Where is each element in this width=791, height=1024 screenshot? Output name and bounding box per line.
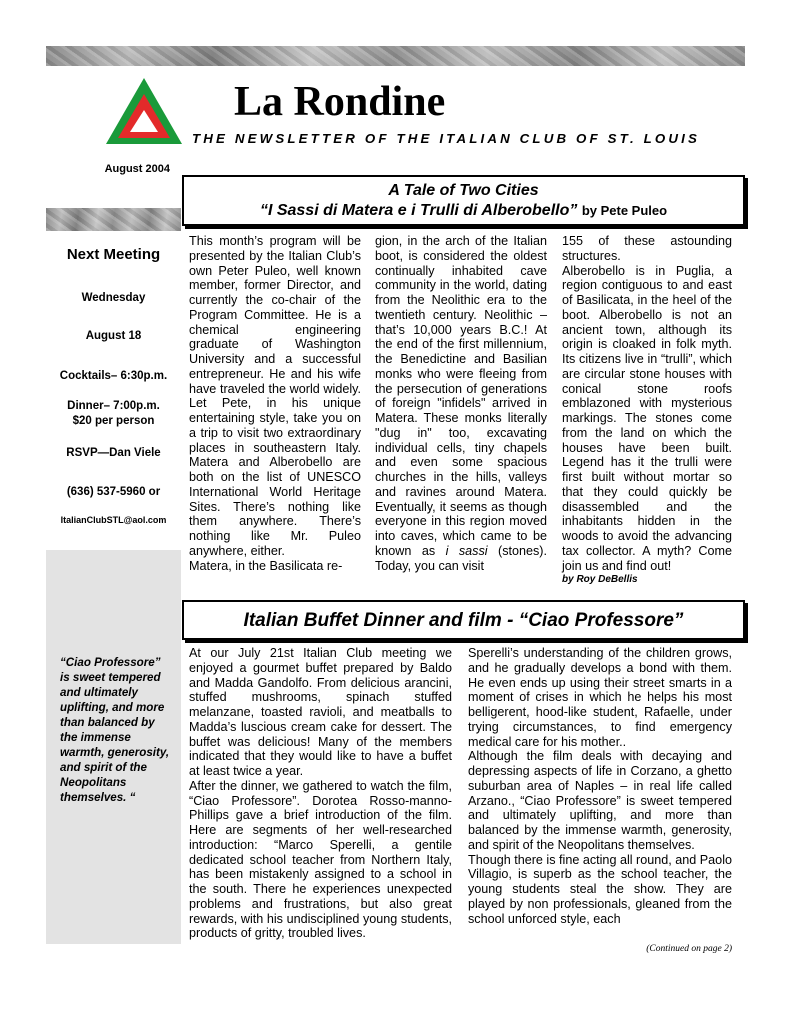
article-headline-box [182,175,745,226]
header-texture-bar [46,46,745,66]
article1-credit: by Roy DeBellis [562,574,638,586]
article-subheadline: “I Sassi di Matera e i Trulli di Alberobello” by Pete Puleo [259,202,668,219]
rsvp-email[interactable]: ItalianClubSTL@aol.com [60,515,167,525]
newsletter-title: La Rondine [234,79,446,125]
pull-quote: “Ciao Professore” is sweet tempered and ultimately uplifting, and more than balanced by the immense warmth, generosity, and spirit of the Neopolitans themselves. “ [60,656,170,804]
continued-note: (Continued on page 2) [646,944,732,954]
article2-column-2: Sperelli’s understanding of the children grows, and he gradually develops a bond with them. He even ends up using their street smarts in a moment of crises in which he helps his most belligerent, hood-like student, Rafaelle, under trying circumstances, to find emergency medical care for his mother.. Although the film deals with decaying and depressing aspects of life in Corzano, a ghetto suburban area of Naples – in real life called Arzano., “Ciao Professore” is sweet tempered and ultimately uplifting, and more than balanced by the immense warmth, generosity, and spirit of the Neopolitans themselves. Though there is fine acting all round, and Paolo Villagio, is superb as the school teacher, the young students steal the show. They are played by non professionals, gleaned from the school unforced style, each [468,646,732,926]
meeting-day: Wednesday [81,292,146,304]
meeting-date: August 18 [85,330,142,342]
newsletter-subtitle: THE NEWSLETTER OF THE ITALIAN CLUB OF ST. LOUIS [192,131,701,146]
article-byline: by Pete Puleo [581,203,668,218]
cocktails-time: Cocktails– 6:30p.m. [59,370,168,382]
dinner-time: Dinner– 7:00p.m. [67,400,160,412]
issue-date: August 2004 [104,163,170,175]
article1-column-1: This month’s program will be presented by the Italian Club’s own Peter Puleo, well known member, former Director, and currently the co-chair of the Program Committee. He is a chemical engineering graduate of Washington University and a successful entrepreneur. He and his wife have traveled the world widely. Let Pete, in his unique entertaining style, take you on a trip to visit two extraordinary places in southeastern Italy. Matera and Alberobello are both on the list of UNESCO International World Heritage Sites. There’s nothing like them anywhere. There’s nothing like Mr. Puleo anywhere, either. Matera, in the Basilicata re- [189,234,361,573]
sidebar-texture-bar [46,208,181,231]
article2-column-1: At our July 21st Italian Club meeting we enjoyed a gourmet buffet prepared by Baldo and Madda Gandolfo. From delicious arancini, stuffed mushrooms, spinach stuffed melanzane, toasted ravioli, and meatballs to Madda’s luscious cream cake for dessert. The buffet was delicious! Many of the members indicated that they would like to have a buffet at least twice a year. After the dinner, we gathered to watch the film, “Ciao Professore”. Dorotea Rosso-manno-Phillips gave a brief introduction of the film. Here are segments of her well-researched introduction: “Marco Sperelli, a gentile dedicated school teacher from Northern Italy, has been mistakenly assigned to a school in the south. There he experiences unexpected problems and frustrations, but also great rewards, with his undisciplined young students, products of gritty, troubled lives. [189,646,452,941]
rsvp-contact: RSVP—Dan Viele [66,447,161,459]
rsvp-phone: (636) 537-5960 or [66,486,161,498]
italian-club-logo [104,76,184,146]
article1-column-2: gion, in the arch of the Italian boot, is considered the oldest continually inhabited cave community in the world, dating from the Neolithic era to the twentieth century. Neolithic – that’s 10,000 years B.C.! At the end of the first millennium, the Benedictine and Basilian monks who were fleeing from the persecution of generations of foreign "infidels" arrived in Matera. These monks literally "dug in" too, excavating individual cells, tiny chapels and even some spacious churches in the hills, valleys and ravines around Matera. Eventually, it seems as though everyone in this region moved into caves, which came to be known as i sassi (stones). Today, you can visit [375,234,547,573]
next-meeting-heading: Next Meeting [66,246,161,263]
article2-headline: Italian Buffet Dinner and film - “Ciao Professore” [182,600,745,640]
dinner-price: $20 per person [72,415,155,427]
article-headline: A Tale of Two Cities [388,182,539,199]
article1-column-3: 155 of these astounding structures. Alberobello is in Puglia, a region contiguous to and east of Basilicata, in the heel of the boot. Alberobello is not an ancient town, although its origin is cloaked in folk myth. Its citizens live in “trulli”, which are circular stone houses with conical stone roofs emblazoned with mysterious markings. The stones come from the land on which the houses have been built. Legend has it the trulli were first built without mortar so that they could quickly be disassembled and the inhabitants hidden in the woods to avoid the advancing tax collector. A myth? Come join us and find out! by Roy DeBellis [562,234,732,588]
